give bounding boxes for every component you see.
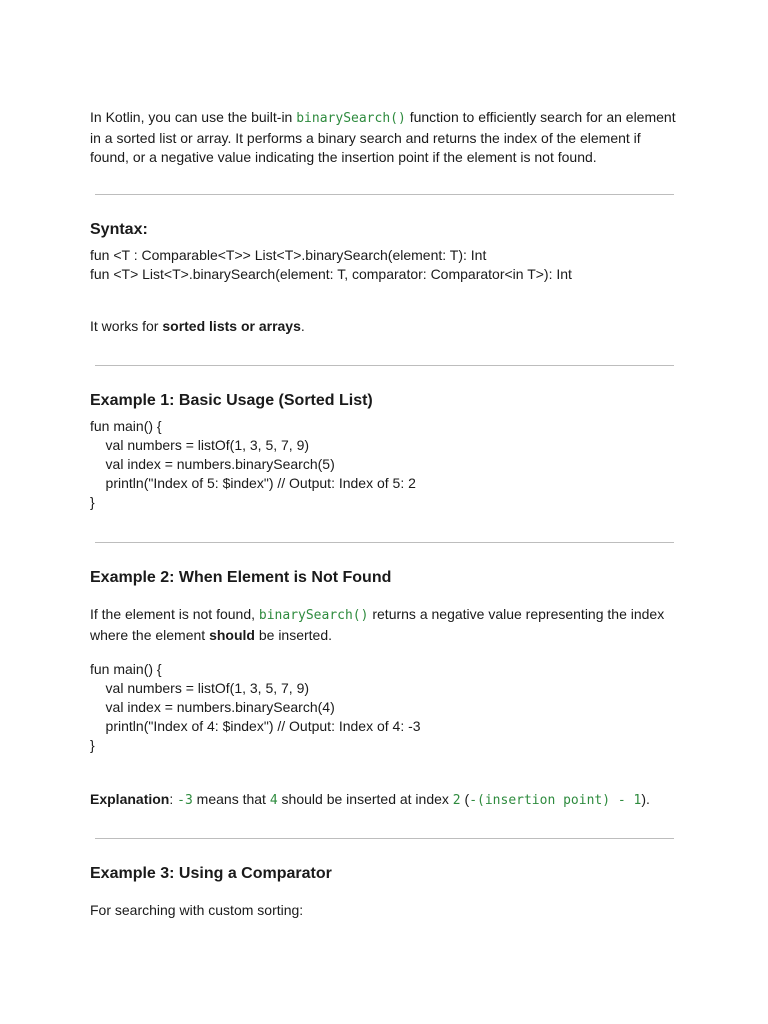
intro-paragraph: [90, 108, 680, 168]
code-line: val index = numbers.binarySearch(4): [90, 699, 335, 715]
example2-section: [90, 568, 680, 588]
intro-code-binarysearch: binarySearch(): [296, 111, 406, 126]
example3-description: For searching with custom sorting:: [90, 902, 304, 918]
divider: [95, 542, 674, 543]
code-line: println("Index of 5: $index") // Output: Index of 5: 2: [90, 475, 416, 491]
example1-section: [90, 391, 680, 512]
syntax-line: fun <T> List<T>.binarySearch(element: T, comparator: Comparator<in T>): Int: [90, 266, 572, 282]
code-line: fun main() {: [90, 661, 162, 677]
example3-heading: Example 3: Using a Comparator: [90, 865, 332, 882]
syntax-section: [90, 220, 680, 284]
code-line: }: [90, 494, 95, 510]
example2-explanation: Explanation: -3 means that 4 should be inserted at index 2 (-(insertion point) - 1).: [90, 791, 650, 808]
code-line: }: [90, 737, 95, 753]
divider: [95, 838, 674, 839]
syntax-code-block: [90, 246, 680, 284]
example3-section: [90, 864, 680, 884]
syntax-line: fun <T : Comparable<T>> List<T>.binarySearch(element: T): Int: [90, 247, 487, 263]
syntax-heading: Syntax:: [90, 221, 148, 238]
code-line: fun main() {: [90, 418, 162, 434]
code-line: val numbers = listOf(1, 3, 5, 7, 9): [90, 437, 310, 453]
code-line: val numbers = listOf(1, 3, 5, 7, 9): [90, 680, 310, 696]
syntax-note: It works for sorted lists or arrays.: [90, 318, 305, 334]
example2-description: If the element is not found, binarySearch() returns a negative value representing the index where the element should be inserted.: [90, 606, 665, 643]
intro-text-end: function to efficiently search for an element in a sorted list or array. It performs a binary search and returns the index of the element if found, or a negative value indicating the insertion point if the element is not found.: [90, 109, 676, 165]
code-line: val index = numbers.binarySearch(5): [90, 456, 335, 472]
example1-code-block: [90, 417, 680, 512]
divider: [95, 365, 674, 366]
example2-heading: Example 2: When Element is Not Found: [90, 569, 392, 586]
intro-text-start: In Kotlin, you can use the built-in: [90, 109, 297, 125]
inline-code: binarySearch(): [258, 608, 369, 623]
code-line: println("Index of 4: $index") // Output: Index of 4: -3: [90, 718, 421, 734]
divider: [95, 194, 674, 195]
example1-heading: Example 1: Basic Usage (Sorted List): [90, 392, 373, 409]
example2-code-block: [90, 660, 680, 755]
